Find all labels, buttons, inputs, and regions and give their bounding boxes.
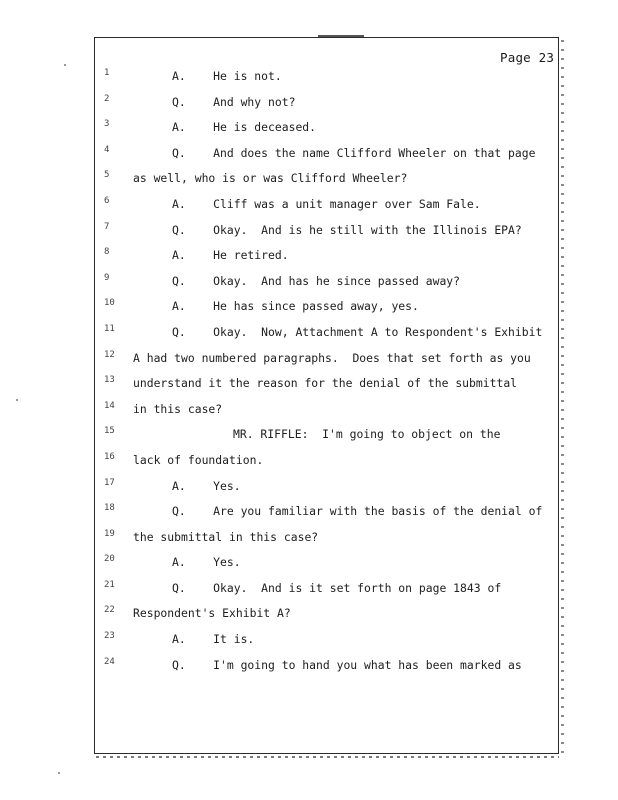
line-text: Q. And why not?: [172, 94, 296, 109]
transcript-line: [0, 271, 618, 297]
page-number: Page 23: [500, 50, 555, 65]
line-text: the submittal in this case?: [133, 529, 319, 544]
line-number: 20: [104, 554, 115, 565]
transcript-line: [0, 194, 618, 220]
line-text: as well, who is or was Clifford Wheeler?: [133, 171, 408, 186]
transcript-line: [0, 655, 618, 681]
line-text: Q. Okay. And has he since passed away?: [172, 273, 461, 288]
line-number: 16: [104, 451, 115, 462]
transcript-line: [0, 348, 618, 374]
transcript-line: [0, 450, 618, 476]
transcript-line: [0, 245, 618, 271]
line-text: Q. Okay. And is he still with the Illinois EPA?: [172, 222, 522, 237]
line-number: 11: [104, 323, 115, 334]
line-number: 19: [104, 528, 115, 539]
line-number: 15: [104, 426, 115, 437]
transcript-line: [0, 373, 618, 399]
line-text: A. He is deceased.: [172, 120, 317, 135]
transcript-line: [0, 552, 618, 578]
transcript-line: [0, 92, 618, 118]
transcript-line: [0, 527, 618, 553]
line-text: A. Cliff was a unit manager over Sam Fale.: [172, 196, 481, 211]
transcript-line: [0, 629, 618, 655]
line-number: 24: [104, 656, 115, 667]
line-number: 3: [104, 119, 110, 130]
line-number: 23: [104, 631, 115, 642]
line-number: 9: [104, 272, 110, 283]
transcript-line: [0, 322, 618, 348]
line-text: A had two numbered paragraphs. Does that set forth as you: [133, 350, 531, 365]
bottom-scan-edge: [96, 756, 559, 758]
line-text: A. He has since passed away, yes.: [172, 299, 419, 314]
line-text: lack of foundation.: [133, 452, 264, 467]
transcript-line: [0, 501, 618, 527]
line-text: A. Yes.: [172, 555, 241, 570]
line-number: 7: [104, 221, 110, 232]
line-number: 1: [104, 68, 110, 78]
line-text: A. He is not.: [172, 69, 282, 83]
line-text: Respondent's Exhibit A?: [133, 606, 291, 621]
line-text: Q. I'm going to hand you what has been marked as: [172, 657, 522, 672]
line-number: 6: [104, 195, 110, 206]
transcript-line: [0, 117, 618, 143]
transcript-line: [0, 220, 618, 246]
transcript-line: [0, 603, 618, 629]
transcript-line: [0, 578, 618, 604]
line-number: 10: [104, 298, 115, 309]
line-number: 5: [104, 170, 110, 181]
line-text: A. It is.: [172, 632, 255, 647]
transcript-line: [0, 296, 618, 322]
line-text: in this case?: [133, 401, 223, 416]
transcript-line: [0, 476, 618, 502]
line-number: 12: [104, 349, 115, 360]
line-number: 2: [104, 93, 110, 104]
line-text: Q. And does the name Clifford Wheeler on that page: [172, 145, 536, 160]
line-number: 17: [104, 477, 115, 488]
transcript-line: [0, 143, 618, 169]
line-text: Q. Okay. Now, Attachment A to Respondent's Exhibit: [172, 324, 543, 339]
transcript-line: [0, 424, 618, 450]
line-number: 18: [104, 503, 115, 514]
transcript-lines: [0, 66, 618, 680]
line-text: A. Yes.: [172, 478, 241, 493]
line-number: 21: [104, 579, 115, 590]
line-text: Q. Okay. And is it set forth on page 1843 of: [172, 580, 502, 595]
line-number: 14: [104, 400, 115, 411]
scan-speck: [58, 772, 60, 774]
line-number: 4: [104, 144, 110, 155]
line-number: 13: [104, 375, 115, 386]
line-number: 22: [104, 605, 115, 616]
line-text: A. He retired.: [172, 248, 289, 263]
transcript-line: [0, 66, 618, 92]
line-text: understand it the reason for the denial of the submittal: [133, 376, 518, 391]
transcript-line: [0, 399, 618, 425]
line-number: 8: [104, 247, 110, 258]
transcript-line: [0, 168, 618, 194]
line-text: Q. Are you familiar with the basis of the denial of: [172, 504, 543, 519]
line-text: MR. RIFFLE: I'm going to object on the: [233, 427, 501, 442]
